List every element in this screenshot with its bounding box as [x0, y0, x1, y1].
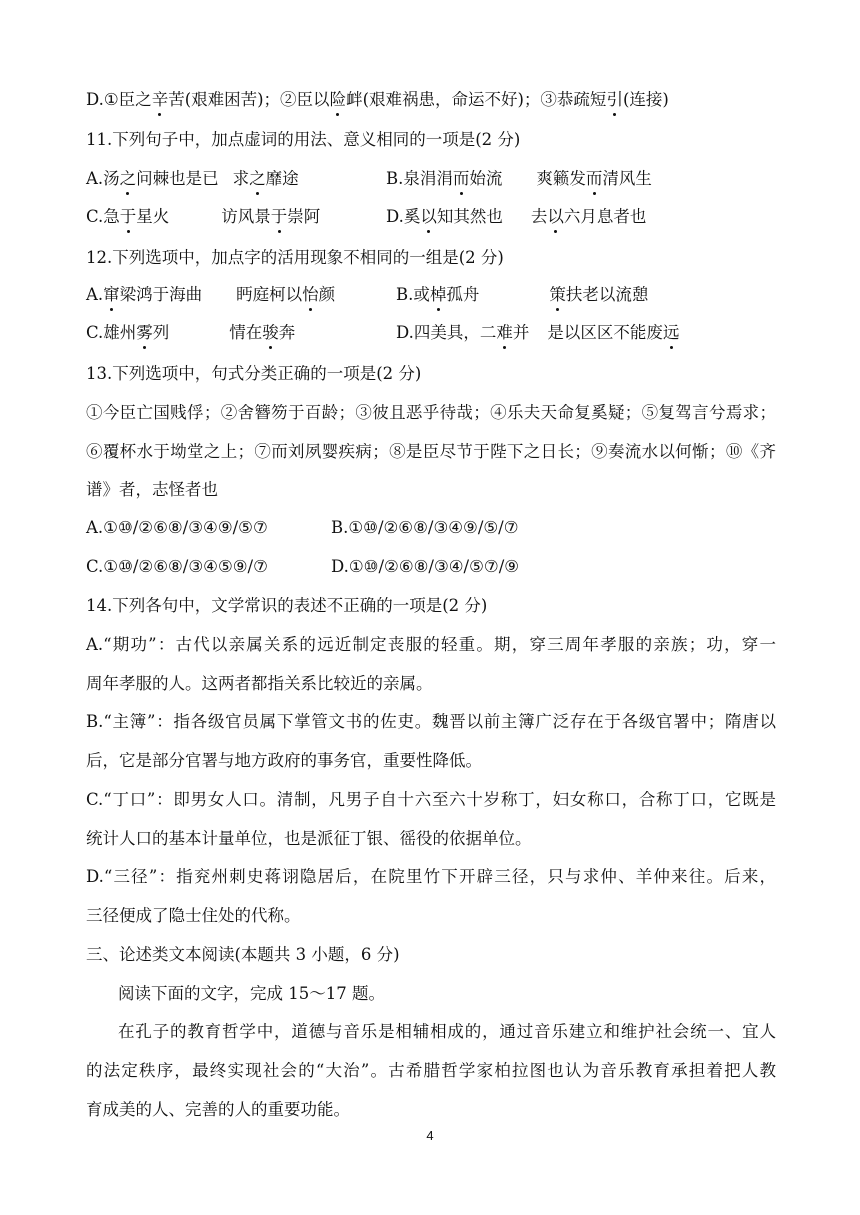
dotted-char: 难 — [496, 321, 513, 345]
text-segment: A. — [86, 285, 104, 304]
text-segment: 崇阿 — [287, 207, 321, 226]
text-segment: 靡途 — [265, 169, 299, 188]
text-segment: D.①臣之 — [86, 90, 152, 109]
reading-instruction: 阅读下面的文字，完成 15～17 题。 — [118, 984, 385, 1003]
question-11: 11.下列句子中，加点虚词的用法、意义相同的一项是(2 分) — [86, 130, 521, 149]
dotted-char: 以 — [547, 205, 564, 229]
dotted-char: 于 — [120, 205, 137, 229]
text-segment: 并 — [512, 323, 530, 342]
q13-sentences-line: 谱》者，志怪者也 — [86, 480, 218, 499]
q14-option-d: D.“三径”：指兖州刺史蒋诩隐居后，在院里竹下开辟三径，只与求仲、羊仲来往。后来， — [86, 867, 776, 886]
text-segment: 扶老以流憩 — [565, 285, 649, 304]
dotted-char: 以 — [420, 205, 437, 229]
dotted-char: 引 — [606, 88, 623, 112]
dotted-char: 怡 — [302, 283, 319, 307]
text-segment: B.泉涓涓 — [386, 169, 453, 188]
text-segment: 爽籁发 — [536, 169, 586, 188]
text-segment: 眄庭柯以 — [236, 285, 303, 304]
text-segment: D.奚 — [386, 207, 421, 226]
dotted-char: 之 — [120, 167, 137, 191]
section-3-heading: 三、论述类文本阅读(本题共 3 小题，6 分) — [86, 945, 400, 964]
dotted-char: 而 — [453, 167, 470, 191]
page-number: 4 — [426, 1128, 434, 1143]
text-segment: (连接) — [622, 90, 669, 109]
text-segment: 始流 — [469, 169, 503, 188]
q12-option-a — [86, 283, 335, 307]
text-segment: 孤舟 — [446, 285, 480, 304]
text-segment: 六月息者也 — [563, 207, 647, 226]
dotted-char: 于 — [271, 205, 288, 229]
text-segment: 星火 — [136, 207, 170, 226]
q13-option-c: C.①⑩/②⑥⑧/③④⑤⑨/⑦ — [86, 557, 268, 576]
text-segment: 奔 — [278, 323, 296, 342]
dotted-char: 而 — [586, 167, 603, 191]
q14-option-c: C.“丁口”：即男女人口。清制，凡男子自十六至六十岁称丁，妇女称口，合称丁口，它既是 — [86, 790, 776, 809]
dotted-char: 险 — [330, 88, 347, 112]
text-segment: 列 — [152, 323, 170, 342]
text-segment: 颜 — [318, 285, 336, 304]
q14-option-b-cont: 后，它是部分官署与地方政府的事务官，重要性降低。 — [86, 751, 482, 770]
text-segment: A.汤 — [86, 169, 120, 188]
q14-option-d-cont: 三径便成了隐士住处的代称。 — [86, 906, 301, 925]
text-segment: 清风生 — [602, 169, 652, 188]
text-segment: 苦(艰难困苦)；②臣以 — [168, 90, 330, 109]
text-segment: B.或 — [396, 285, 430, 304]
dotted-char: 策 — [549, 283, 566, 307]
q12-option-d — [396, 321, 679, 345]
q13-sentences-line: ①今臣亡国贱俘；②舍簪笏于百龄；③彼且恶乎待哉；④乐夫天命复奚疑；⑤复驾言兮焉求； — [86, 403, 776, 422]
dotted-char: 雾 — [136, 321, 153, 345]
passage-line: 在孔子的教育哲学中，道德与音乐是相辅相成的，通过音乐建立和维护社会统一、宜人 — [118, 1022, 776, 1041]
text-segment: C.急 — [86, 207, 120, 226]
q13-option-b: B.①⑩/②⑥⑧/③④⑨/⑤/⑦ — [331, 518, 519, 537]
text-segment: 梁鸿于海曲 — [119, 285, 203, 304]
q14-option-a: A.“期功”：古代以亲属关系的远近制定丧服的轻重。期，穿三周年孝服的亲族；功，穿一 — [86, 635, 776, 654]
dotted-char: 棹 — [430, 283, 447, 307]
text-segment: 知其然也 — [436, 207, 503, 226]
text-segment: 访风景 — [221, 207, 271, 226]
q14-option-a-cont: 周年孝服的人。这两者都指关系比较近的亲属。 — [86, 674, 433, 693]
text-segment: 情在 — [229, 323, 263, 342]
text-segment: 求 — [232, 169, 250, 188]
text-segment: D.四美具，二 — [396, 323, 497, 342]
q10-option-d — [86, 88, 669, 112]
text-segment: 问棘也是已 — [136, 169, 219, 188]
q11-option-a — [86, 167, 299, 191]
q11-option-d — [386, 205, 646, 229]
text-segment: 去 — [530, 207, 548, 226]
q14-option-c-cont: 统计人口的基本计量单位，也是派征丁银、徭役的依据单位。 — [86, 829, 532, 848]
q12-option-b — [396, 283, 648, 307]
dotted-char: 远 — [663, 321, 680, 345]
q11-option-b — [386, 167, 652, 191]
q11-option-c — [86, 205, 320, 229]
q13-sentences-line: ⑥覆杯水于坳堂之上；⑦而刘夙婴疾病；⑧是臣尽节于陛下之日长；⑨奏流水以何惭；⑩《齐 — [86, 442, 776, 461]
text-segment: 是以区区不能废 — [547, 323, 663, 342]
q12-option-c — [86, 321, 295, 345]
question-12: 12.下列选项中，加点字的活用现象不相同的一组是(2 分) — [86, 248, 504, 267]
dotted-char: 骏 — [262, 321, 279, 345]
dotted-char: 窜 — [103, 283, 120, 307]
q13-option-d: D.①⑩/②⑥⑧/③④/⑤⑦/⑨ — [331, 557, 520, 576]
q14-option-b: B.“主簿”：指各级官员属下掌管文书的佐吏。魏晋以前主簿广泛存在于各级官署中；隋唐以 — [86, 712, 776, 731]
passage-line: 的法定秩序，最终实现社会的“大治”。古希腊哲学家柏拉图也认为音乐教育承担着把人教 — [86, 1061, 776, 1080]
dotted-char: 辛 — [152, 88, 169, 112]
q13-option-a: A.①⑩/②⑥⑧/③④⑨/⑤⑦ — [86, 518, 268, 537]
text-segment: C.雄州 — [86, 323, 137, 342]
question-14: 14.下列各句中，文学常识的表述不正确的一项是(2 分) — [86, 596, 488, 615]
passage-line: 育成美的人、完善的人的重要功能。 — [86, 1100, 350, 1119]
question-13: 13.下列选项中，句式分类正确的一项是(2 分) — [86, 364, 422, 383]
text-segment: 衅(艰难祸患，命运不好)；③恭疏短 — [346, 90, 607, 109]
dotted-char: 之 — [249, 167, 266, 191]
